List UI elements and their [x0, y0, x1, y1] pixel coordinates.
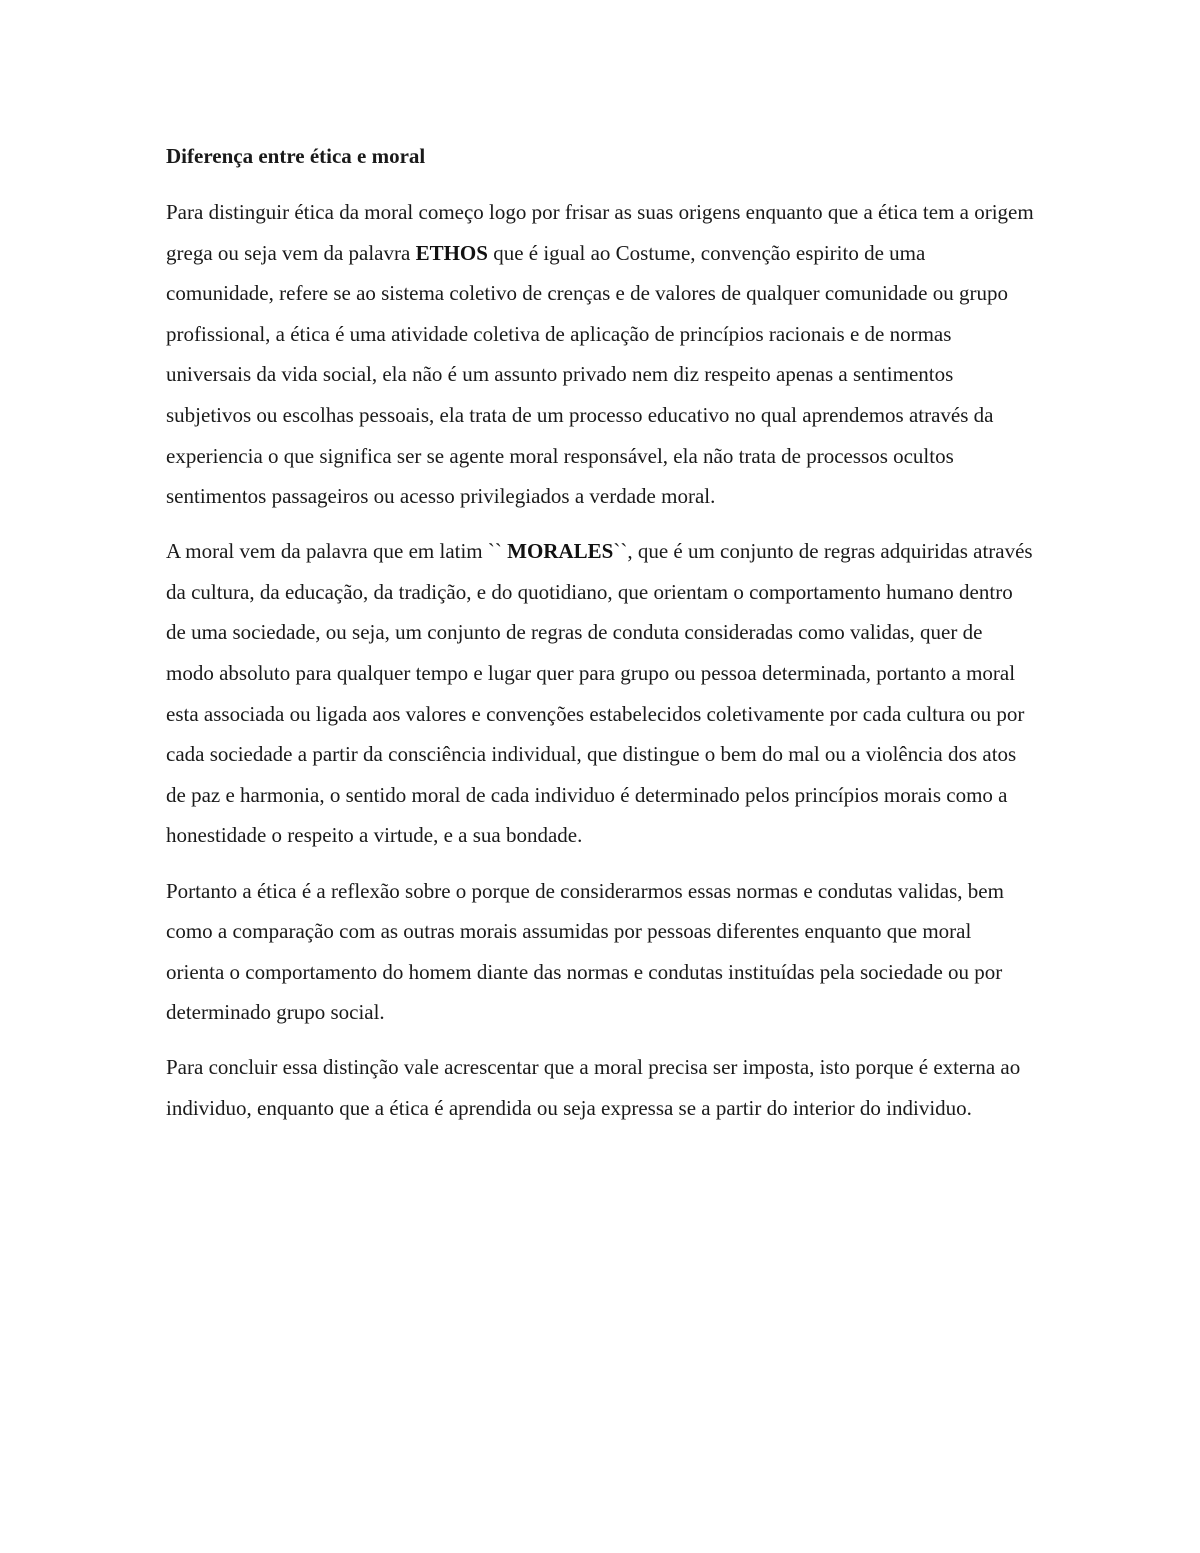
paragraph-text: Para concluir essa distinção vale acrescentar que a moral precisa ser imposta, isto porque é externa ao individuo, enquanto que a ética é aprendida ou seja expressa se a partir do interior do individuo.: [166, 1055, 1021, 1120]
paragraph-text: que é igual ao Costume, convenção espirito de uma comunidade, refere se ao sistema coletivo de crenças e de valores de qualquer comunidade ou grupo profissional, a ética é uma atividade coletiva de aplicação de princípios racionais e de normas universais da vida social, ela não é um assunto privado nem diz respeito apenas a sentimentos subjetivos ou escolhas pessoais, ela trata de um processo educativo no qual aprendemos através da experiencia o que significa ser se agente moral responsável, ela não trata de processos ocultos sentimentos passageiros ou acesso privilegiados a verdade moral.: [166, 240, 1008, 509]
keyword-ethos: ETHOS: [415, 240, 488, 265]
paragraph-text: Para distinguir ética da moral começo logo por frisar as suas origens enquanto que a ética tem a origem grega ou seja vem da palavra: [166, 200, 1034, 265]
document-body: [166, 136, 1034, 1129]
paragraph-text: ``, que é um conjunto de regras adquiridas através da cultura, da educação, da tradição, e do quotidiano, que orientam o comportamento humano dentro de uma sociedade, ou seja, um conjunto de regras de conduta consideradas como validas, quer de modo absoluto para qualquer tempo e lugar quer para grupo ou pessoa determinada, portanto a moral esta associada ou ligada aos valores e convenções estabelecidos coletivamente por cada cultura ou por cada sociedade a partir da consciência individual, que distingue o bem do mal ou a violência dos atos de paz e harmonia, o sentido moral de cada individuo é determinado pelos princípios morais como a honestidade o respeito a virtude, e a sua bondade.: [166, 539, 1033, 848]
paragraph-text: Portanto a ética é a reflexão sobre o porque de considerarmos essas normas e condutas validas, bem como a comparação com as outras morais assumidas por pessoas diferentes enquanto que moral orienta o comportamento do homem diante das normas e condutas instituídas pela sociedade ou por determinado grupo social.: [166, 878, 1004, 1025]
paragraph-conclusao: [166, 1047, 1034, 1128]
paragraph-moral: [166, 531, 1034, 856]
paragraph-reflexao: [166, 871, 1034, 1033]
document-title: Diferença entre ética e moral: [166, 144, 426, 168]
paragraph-text: A moral vem da palavra que em latim ``: [166, 539, 508, 564]
keyword-morales: MORALES: [507, 539, 614, 564]
paragraph-etica: [166, 192, 1034, 517]
